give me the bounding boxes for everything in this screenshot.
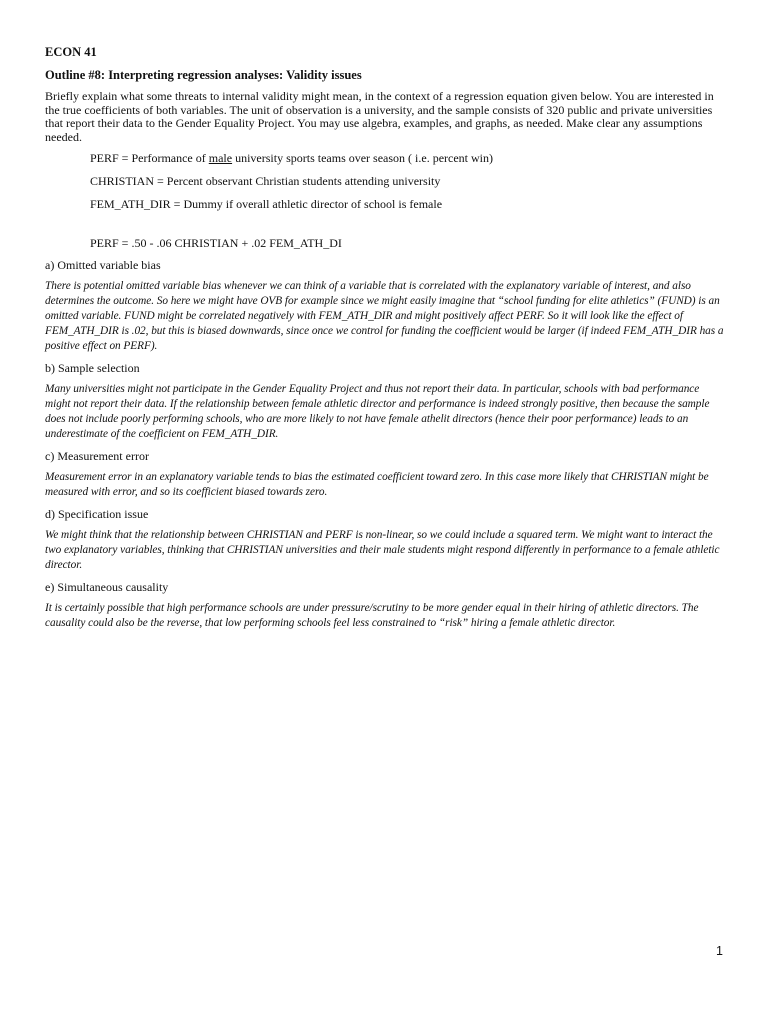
section-answer: Measurement error in an explanatory variable tends to bias the estimated coefficient toward zero. In this case more likely that CHRISTIAN might be measured with error, and so its coefficient biased towards zero. — [45, 471, 709, 498]
outline-title: Outline #8: Interpreting regression analyses: Validity issues — [45, 68, 362, 82]
definition-christian: CHRISTIAN = Percent observant Christian students attending university — [90, 174, 441, 188]
section-answer: We might think that the relationship between CHRISTIAN and PERF is non-linear, so we could include a squared term. We might want to interact the two explanatory variables, thinking that CHRISTIAN universities and their male students might respond differently in performance to a female athletic director. — [45, 529, 720, 571]
course-heading: ECON 41 — [45, 45, 97, 59]
section-simultaneous-causality — [45, 580, 725, 631]
section-specification-issue — [45, 507, 725, 573]
section-label: b) Sample selection — [45, 361, 140, 375]
section-omitted-variable-bias — [45, 258, 725, 354]
variable-definitions — [90, 151, 725, 211]
definition-perf-start: PERF = Performance of — [90, 151, 209, 165]
definition-fem-ath-dir: FEM_ATH_DIR = Dummy if overall athletic director of school is female — [90, 197, 443, 211]
definition-perf-underlined: male — [208, 151, 233, 165]
section-sample-selection — [45, 361, 725, 442]
document-page — [45, 44, 725, 638]
section-label: d) Specification issue — [45, 507, 149, 521]
section-label: a) Omitted variable bias — [45, 258, 161, 272]
regression-equation: PERF = .50 - .06 CHRISTIAN + .02 FEM_ATH_DI — [90, 236, 342, 250]
section-measurement-error — [45, 449, 725, 500]
definition-perf — [90, 151, 725, 165]
section-label: e) Simultaneous causality — [45, 580, 169, 594]
section-answer: It is certainly possible that high performance schools are under pressure/scrutiny to be more gender equal in their hiring of athletic directors. The causality could also be the reverse, that low performing schools feel less constrained to “risk” hiring a female athletic director. — [45, 602, 699, 629]
page-number: 1 — [716, 944, 723, 958]
question-prompt: Briefly explain what some threats to internal validity might mean, in the context of a regression equation given below. You are interested in the true coefficients of both variables. The unit of observation is a university, and the sample consists of 320 public and private universities that report their data to the Gender Equality Project. You may use algebra, examples, and graphs, as needed. Make clear any assumptions needed. — [45, 89, 714, 144]
definition-perf-end: university sports teams over season ( i.e. percent win) — [232, 151, 494, 165]
section-answer: Many universities might not participate in the Gender Equality Project and thus not report their data. In particular, schools with bad performance might not report their data. If the relationship between female athletic director and performance is indeed strongly positive, then because the sample does not include poorly performing schools, who are more likely to not have female athelit directors (hence their poor performance) leads to an underestimate of the coefficient on FEM_ATH_DIR. — [45, 383, 710, 440]
section-label: c) Measurement error — [45, 449, 149, 463]
section-answer: There is potential omitted variable bias whenever we can think of a variable that is correlated with the explanatory variable of interest, and also determines the outcome. So here we might have OVB for example since we might easily imagine that “school funding for elite athletics” (FUND) is an omitted variable. FUND might be correlated negatively with FEM_ATH_DIR and might positively affect PERF. So it will look like the effect of FEM_ATH_DIR is .02, but this is biased downwards, since once we control for funding the coefficient would be larger (if indeed FEM_ATH_DIR has a positive effect on PERF). — [45, 280, 724, 352]
